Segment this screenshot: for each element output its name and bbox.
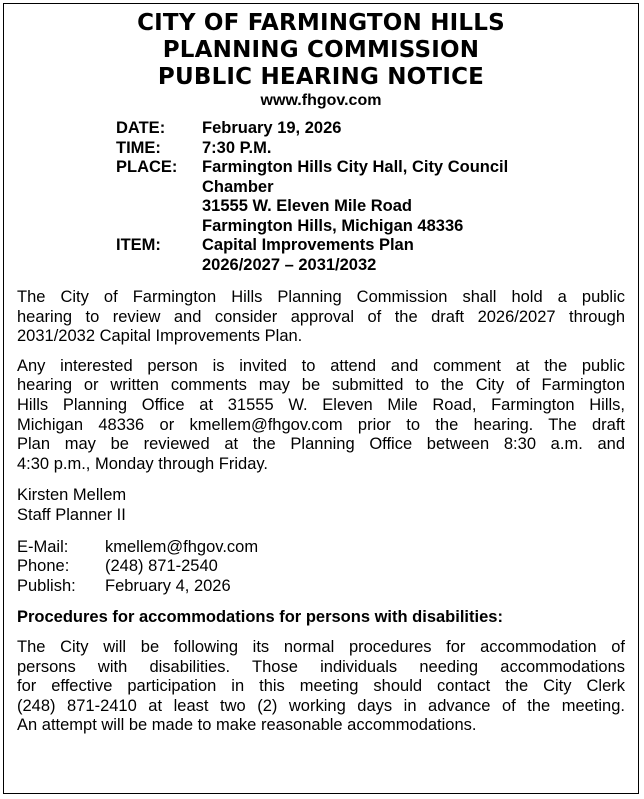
time-row [116,139,625,159]
time-label: TIME: [116,138,161,157]
item-line: 2026/2027 – 2031/2032 [202,255,377,274]
place-line: Chamber [202,177,274,196]
comment-paragraph [17,357,625,475]
signer-name: Kirsten Mellem [17,486,127,505]
publish-row [17,577,625,597]
publish-value: February 4, 2026 [105,576,231,595]
phone-row [17,557,625,577]
paragraph-line: hearing or written comments may be submitted to the City of Farmington [17,376,625,395]
place-line: 31555 W. Eleven Mile Road [202,197,413,215]
paragraph-line: The City of Farmington Hills Planning Commission shall hold a public [17,288,625,306]
phone-value: (248) 871-2540 [105,557,218,576]
paragraph-line: The City will be following its normal procedures for accommodation of [17,637,625,656]
email-label: E-Mail: [17,537,69,556]
title-line-commission: PLANNING COMMISSION [162,37,480,63]
title-line-notice: PUBLIC HEARING NOTICE [157,64,485,90]
paragraph-line: Michigan 48336 or kmellem@fhgov.com prior to the hearing. The draft [17,415,625,434]
item-line: Capital Improvements Plan [202,236,414,254]
publish-label: Publish: [17,576,76,595]
item-label: ITEM: [116,236,161,254]
paragraph-line: (248) 871-2410 at least two (2) working days in advance of the meeting. [17,696,625,715]
paragraph-line: 2031/2032 Capital Improvements Plan. [17,327,303,346]
contact-block [17,538,625,597]
paragraph-line: for effective participation in this meeting should contact the City Clerk [17,677,625,696]
paragraph-line: persons with disabilities. Those individuals needing accommodations [17,657,625,676]
paragraph-line: 4:30 p.m., Monday through Friday. [17,454,268,473]
date-label: DATE: [116,119,166,137]
date-row [116,119,625,139]
signer-title: Staff Planner II [17,505,126,524]
public-hearing-notice [3,3,639,794]
paragraph-line: An attempt will be made to make reasonable accommodations. [17,716,477,735]
accommodations-heading: Procedures for accommodations for persons with disabilities: [17,608,503,627]
accommodations-paragraph [17,638,625,736]
email-row [17,538,625,558]
notice-title [17,10,625,91]
paragraph-line: hearing to review and consider approval of the draft 2026/2027 through [17,307,625,326]
place-line: Farmington Hills, Michigan 48336 [202,216,464,235]
paragraph-line: Hills Planning Office at 31555 W. Eleven Mile Road, Farmington Hills, [17,395,625,414]
phone-label: Phone: [17,557,70,576]
title-line-city: CITY OF FARMINGTON HILLS [137,10,505,36]
place-label: PLACE: [116,158,178,176]
paragraph-line: Any interested person is invited to attend and comment at the public [17,356,625,375]
place-row [116,158,625,236]
hearing-paragraph [17,288,625,347]
time-value: 7:30 P.M. [202,138,272,157]
paragraph-line: Plan may be reviewed at the Planning Office between 8:30 a.m. and [17,435,625,454]
email-value[interactable]: kmellem@fhgov.com [105,537,259,556]
date-value: February 19, 2026 [202,119,342,137]
place-line: Farmington Hills City Hall, City Council [202,158,509,176]
hearing-details [116,119,625,275]
item-row [116,236,625,275]
website-link[interactable]: www.fhgov.com [260,92,382,109]
signature-block [17,486,625,525]
